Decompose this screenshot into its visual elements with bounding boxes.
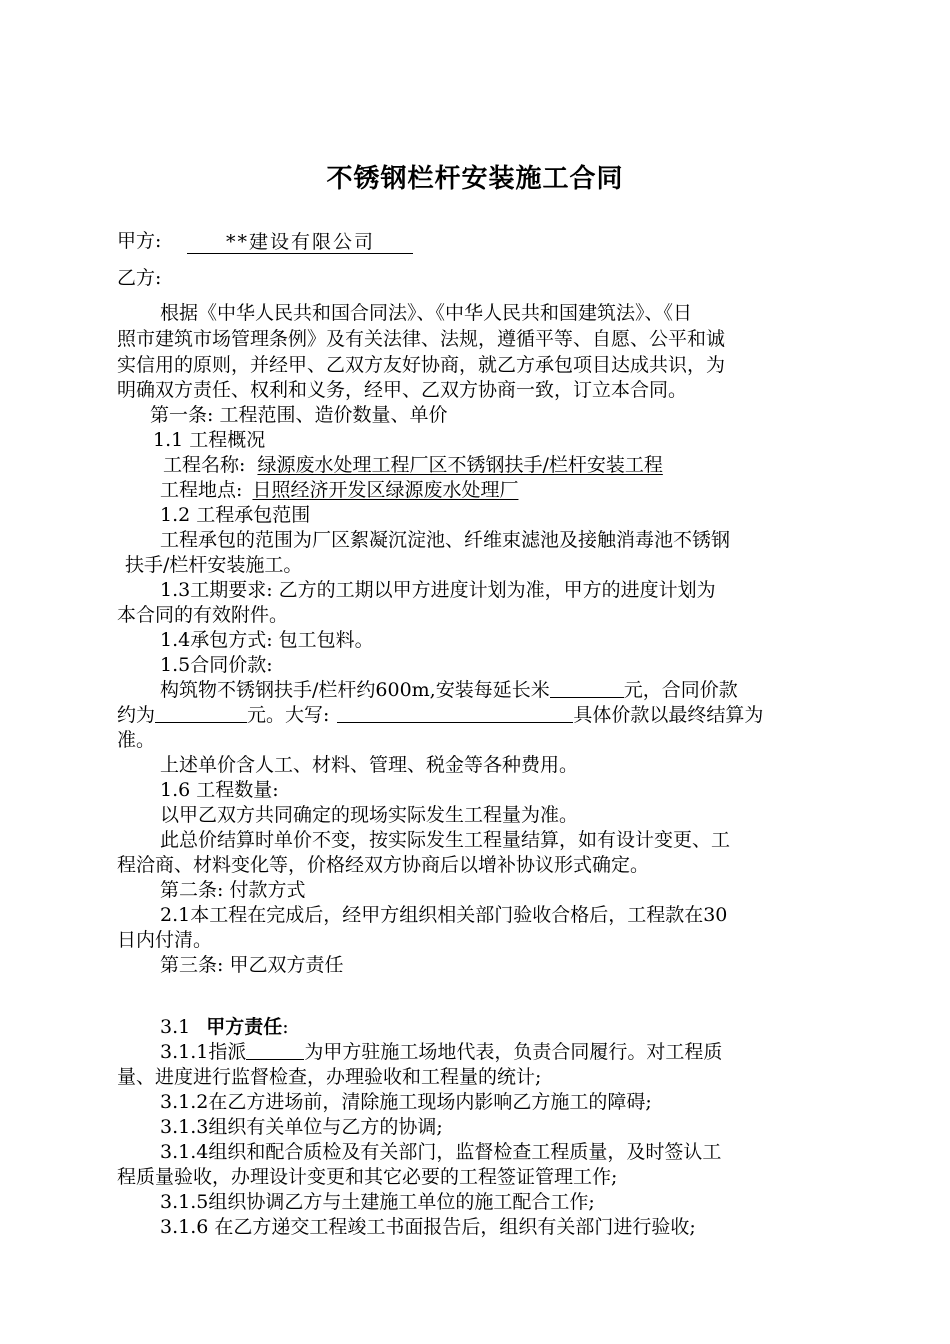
- article2-heading: 第二条: 付款方式: [160, 879, 306, 901]
- party-a-label: 甲方:: [117, 230, 162, 252]
- quantity-line-3: 程洽商、材料变化等，价格经双方协商后以增补协议形式确定。: [117, 854, 650, 876]
- clause-3-1-1-line-1: [160, 1040, 722, 1064]
- price-text-e: 具体价款以最终结算为: [573, 704, 764, 726]
- section-3-1-colon: :: [282, 1016, 289, 1038]
- project-name-value: 绿源废水处理工程厂区不锈钢扶手/栏杆安装工程: [257, 454, 663, 476]
- party-a-underline: [187, 231, 413, 254]
- price-line-3: 准。: [117, 729, 156, 751]
- clause-3-1-2: 3.1.2在乙方进场前，清除施工现场内影响乙方施工的障碍;: [160, 1091, 652, 1113]
- article3-heading: 第三条: 甲乙双方责任: [160, 954, 344, 976]
- price-note: 上述单价含人工、材料、管理、税金等各种费用。: [160, 754, 579, 776]
- document-title: 不锈钢栏杆安装施工合同: [326, 164, 624, 194]
- project-name-line: [163, 453, 663, 477]
- section-2-1-line-1: 2.1本工程在完成后，经甲方组织相关部门验收合格后，工程款在30: [160, 904, 728, 926]
- clause-3-1-5: 3.1.5组织协调乙方与土建施工单位的施工配合工作;: [160, 1191, 595, 1213]
- project-site-line: [160, 478, 518, 502]
- price-line-2: [117, 703, 763, 727]
- clause-3-1-1-text-b: 为甲方驻施工场地代表，负责合同履行。对工程质: [304, 1041, 723, 1063]
- party-a-value: **建设有限公司: [225, 231, 375, 253]
- unit-price-blank: [550, 679, 624, 698]
- section-1-3-line-2: 本合同的有效附件。: [117, 604, 289, 626]
- section-1-3-line-1: 1.3工期要求: 乙方的工期以甲方进度计划为准，甲方的进度计划为: [160, 579, 716, 601]
- party-b-label: 乙方:: [117, 267, 162, 289]
- section-3-1-number: 3.1: [160, 1016, 191, 1038]
- scope-line-1: 工程承包的范围为厂区絮凝沉淀池、纤维束滤池及接触消毒池不锈钢: [160, 529, 731, 551]
- clause-3-1-1-text-a: 3.1.1指派: [160, 1041, 247, 1063]
- project-site-value: 日照经济开发区绿源废水处理厂: [252, 479, 519, 501]
- price-text-a: 构筑物不锈钢扶手/栏杆约600m,安装每延长米: [160, 679, 550, 701]
- section-1-5: 1.5合同价款:: [160, 654, 273, 676]
- section-1-1: 1.1 工程概况: [153, 429, 266, 451]
- clause-3-1-4-line-2: 程质量验收，办理设计变更和其它必要的工程签证管理工作;: [117, 1166, 618, 1188]
- party-a-line: [117, 229, 413, 253]
- clause-3-1-1-line-2: 量、进度进行监督检查，办理验收和工程量的统计;: [117, 1066, 542, 1088]
- clause-3-1-6: 3.1.6 在乙方递交工程竣工书面报告后，组织有关部门进行验收;: [160, 1216, 696, 1238]
- clause-3-1-4-line-1: 3.1.4组织和配合质检及有关部门，监督检查工程质量，及时签认工: [160, 1141, 722, 1163]
- project-site-label: 工程地点:: [160, 479, 243, 501]
- section-3-1-title: 甲方责任: [206, 1016, 283, 1038]
- price-text-d: 元。大写:: [247, 704, 330, 726]
- price-text-b: 元，合同价款: [623, 679, 738, 701]
- preamble-line-3: 实信用的原则，并经甲、乙双方友好协商，就乙方承包项目达成共识，为: [117, 354, 726, 376]
- preamble-line-2: 照市建筑市场管理条例》及有关法律、法规，遵循平等、自愿、公平和诚: [117, 328, 726, 350]
- scope-line-2: 扶手/栏杆安装施工。: [125, 554, 303, 576]
- section-3-1-line: [160, 1015, 289, 1039]
- quantity-line-1: 以甲乙双方共同确定的现场实际发生工程量为准。: [160, 804, 579, 826]
- preamble-line-1: 根据《中华人民共和国合同法》、《中华人民共和国建筑法》、《日: [160, 302, 693, 324]
- clause-3-1-3: 3.1.3组织有关单位与乙方的协调;: [160, 1116, 443, 1138]
- site-representative-blank: [246, 1041, 304, 1060]
- total-price-blank: [155, 704, 247, 723]
- project-name-label: 工程名称:: [163, 454, 246, 476]
- preamble-line-4: 明确双方责任、权利和义务，经甲、乙双方协商一致，订立本合同。: [117, 379, 688, 401]
- quantity-line-2: 此总价结算时单价不变，按实际发生工程量结算，如有设计变更、工: [160, 829, 731, 851]
- section-1-6: 1.6 工程数量:: [160, 779, 279, 801]
- article1-heading: 第一条: 工程范围、造价数量、单价: [150, 404, 448, 426]
- price-line-1: [160, 678, 738, 702]
- section-2-1-line-2: 日内付清。: [117, 929, 213, 951]
- section-1-2: 1.2 工程承包范围: [160, 504, 311, 526]
- price-text-c: 约为: [117, 704, 156, 726]
- section-1-4: 1.4承包方式: 包工包料。: [160, 629, 374, 651]
- price-in-words-blank: [337, 704, 573, 723]
